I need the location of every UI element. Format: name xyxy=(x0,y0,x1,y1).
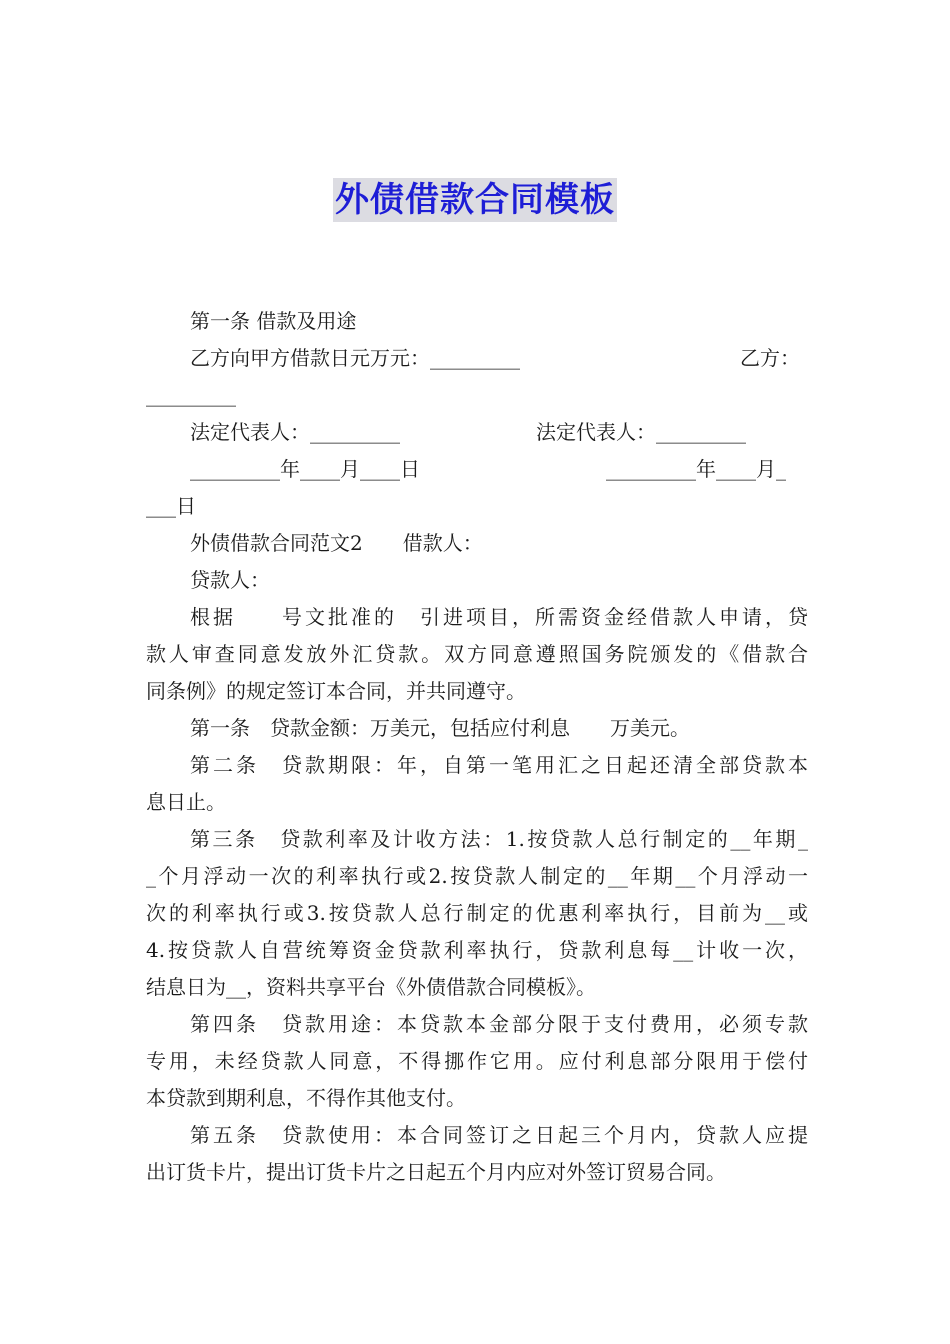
text-line: _________年____月_ xyxy=(606,457,786,481)
text-line-row xyxy=(146,340,808,377)
text-line: 法定代表人：_________ xyxy=(190,420,400,444)
text-line: _________年____月____日 xyxy=(190,457,420,481)
text-line-row xyxy=(146,451,808,488)
text-line: 法定代表人：_________ xyxy=(536,420,746,444)
document-title: 外债借款合同模板 xyxy=(335,180,615,220)
title-wrap xyxy=(0,178,950,222)
text-line: 乙方： xyxy=(740,346,800,370)
text-line: 乙方向甲方借款日元万元：_________ xyxy=(190,346,520,370)
text-line: _________ xyxy=(146,383,236,407)
text-line: 专用，未经贷款人同意，不得挪作它用。应付利息部分限用于偿付 xyxy=(146,1049,808,1073)
text-line: 第一条 借款及用途 xyxy=(190,309,357,333)
text-line: 本贷款到期利息，不得作其他支付。 xyxy=(146,1086,466,1110)
text-line: 第四条 贷款用途：本贷款本金部分限于支付费用，必须专款 xyxy=(190,1012,808,1036)
text-line: 第三条 贷款利率及计收方法：1.按贷款人总行制定的__年期_ xyxy=(190,827,808,851)
text-line: 息日止。 xyxy=(146,790,226,814)
text-line: 第一条 贷款金额：万美元，包括应付利息 万美元。 xyxy=(190,716,690,740)
text-line: 同条例》的规定签订本合同，并共同遵守。 xyxy=(146,679,526,703)
text-line: 次的利率执行或3.按贷款人总行制定的优惠利率执行，目前为__或 xyxy=(146,901,808,925)
text-line: 第五条 贷款使用：本合同签订之日起三个月内，贷款人应提 xyxy=(190,1123,808,1147)
text-line: 第二条 贷款期限：年，自第一笔用汇之日起还清全部贷款本 xyxy=(190,753,808,777)
text-line: 出订货卡片，提出订货卡片之日起五个月内应对外签订贸易合同。 xyxy=(146,1160,726,1184)
document-body xyxy=(146,303,808,1191)
text-line: 款人审查同意发放外汇贷款。双方同意遵照国务院颁发的《借款合 xyxy=(146,642,808,666)
text-line: ___日 xyxy=(146,494,196,518)
text-line-row xyxy=(146,414,808,451)
text-line: _个月浮动一次的利率执行或2.按贷款人制定的__年期__个月浮动一 xyxy=(146,864,808,888)
text-line: 根据 号文批准的 引进项目，所需资金经借款人申请，贷 xyxy=(190,605,808,629)
text-line: 外债借款合同范文2 借款人： xyxy=(190,531,483,555)
text-line: 贷款人： xyxy=(190,568,270,592)
text-line: 结息日为__，资料共享平台《外债借款合同模板》。 xyxy=(146,975,596,999)
text-line: 4.按贷款人自营统筹资金贷款利率执行，贷款利息每__计收一次， xyxy=(146,938,808,962)
